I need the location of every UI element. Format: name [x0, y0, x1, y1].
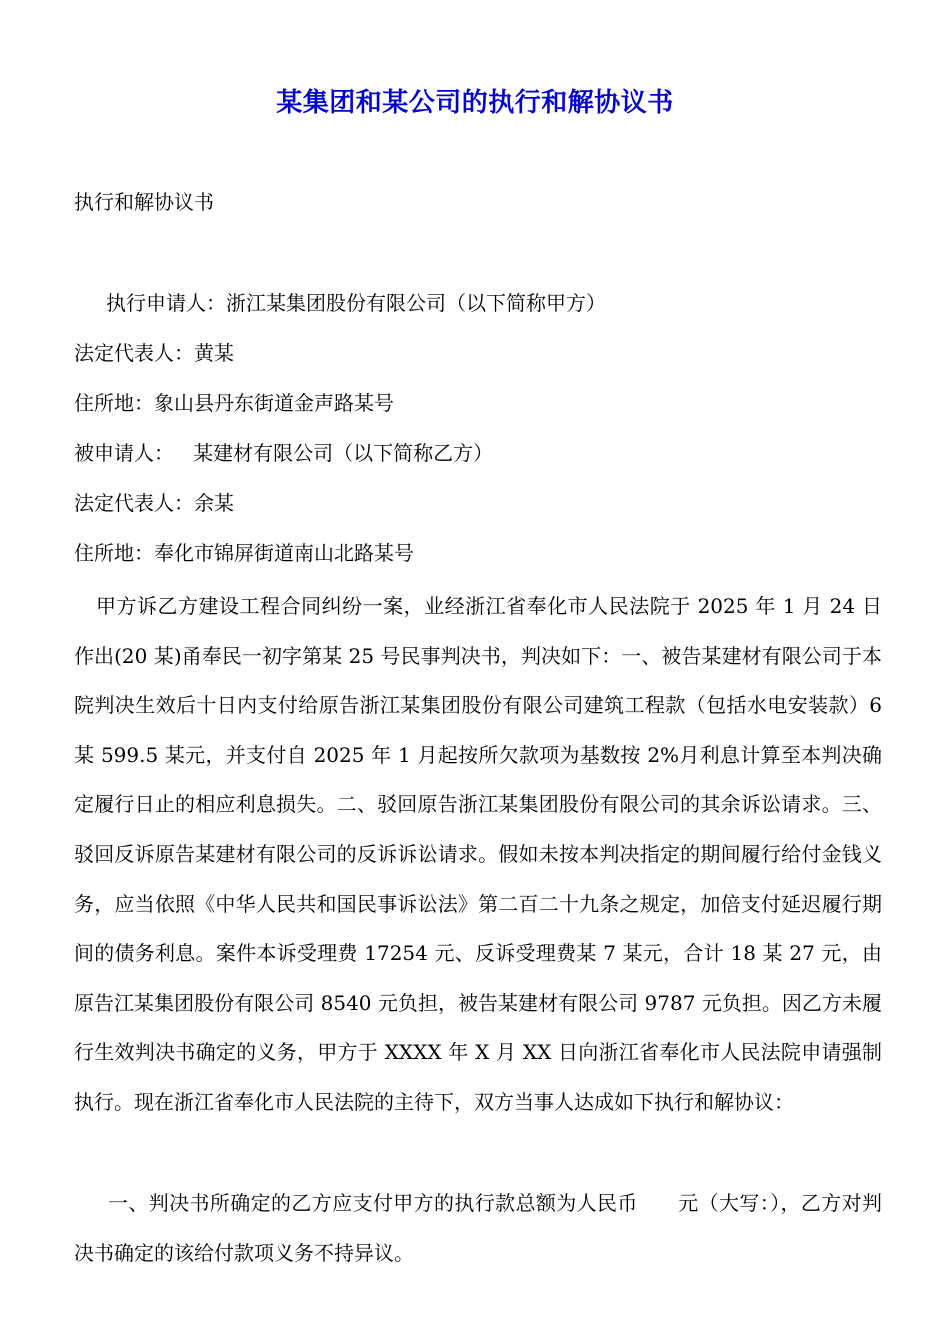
respondent-line: 被申请人： 某建材有限公司（以下简称乙方） — [74, 441, 494, 465]
document-title: 某集团和某公司的执行和解协议书 — [276, 88, 674, 118]
document-subtitle: 执行和解协议书 — [74, 190, 214, 214]
applicant-line: 执行申请人：浙江某集团股份有限公司（以下简称甲方） — [106, 291, 606, 315]
judgment-paragraph: 甲方诉乙方建设工程合同纠纷一案，业经浙江省奉化市人民法院于 2025 年 1 月 24 日作出(20 某)甬奉民一初字第某 25 号民事判决书，判决如下：一、被告某建材有限公司于本院判决生效后十日内支付给原告浙江某集团股份有限公司建筑工程款（包括水电安装款）6 某 599.5 某元，并支付自 2025 年 1 月起按所欠款项为基数按 2%月利息计算至本判决确定履行日止的相应利息损失。二、驳回原告浙江某集团股份有限公司的其余诉讼请求。三、驳回反诉原告某建材有限公司的反诉诉讼请求。假如未按本判决指定的期间履行给付金钱义务，应当依照《中华人民共和国民事诉讼法》第二百二十九条之规定，加倍支付延迟履行期间的债务利息。案件本诉受理费 17254 元、反诉受理费某 7 某元，合计 18 某 27 元，由原告江某集团股份有限公司 8540 元负担，被告某建材有限公司 9787 元负担。因乙方未履行生效判决书确定的义务，甲方于 XXXX 年 X 月 XX 日向浙江省奉化市人民法院申请强制执行。现在浙江省奉化市人民法院的主待下，双方当事人达成如下执行和解协议： — [74, 594, 882, 1114]
respondent-address-line: 住所地：奉化市锦屏街道南山北路某号 — [74, 541, 414, 565]
clause-one-paragraph: 一、判决书所确定的乙方应支付甲方的执行款总额为人民币 元（大写：），乙方对判决书确定的该给付款项义务不持异议。 — [74, 1191, 882, 1265]
applicant-representative-line: 法定代表人：黄某 — [74, 341, 234, 365]
respondent-representative-line: 法定代表人：余某 — [74, 491, 234, 515]
applicant-address-line: 住所地：象山县丹东街道金声路某号 — [74, 391, 394, 415]
